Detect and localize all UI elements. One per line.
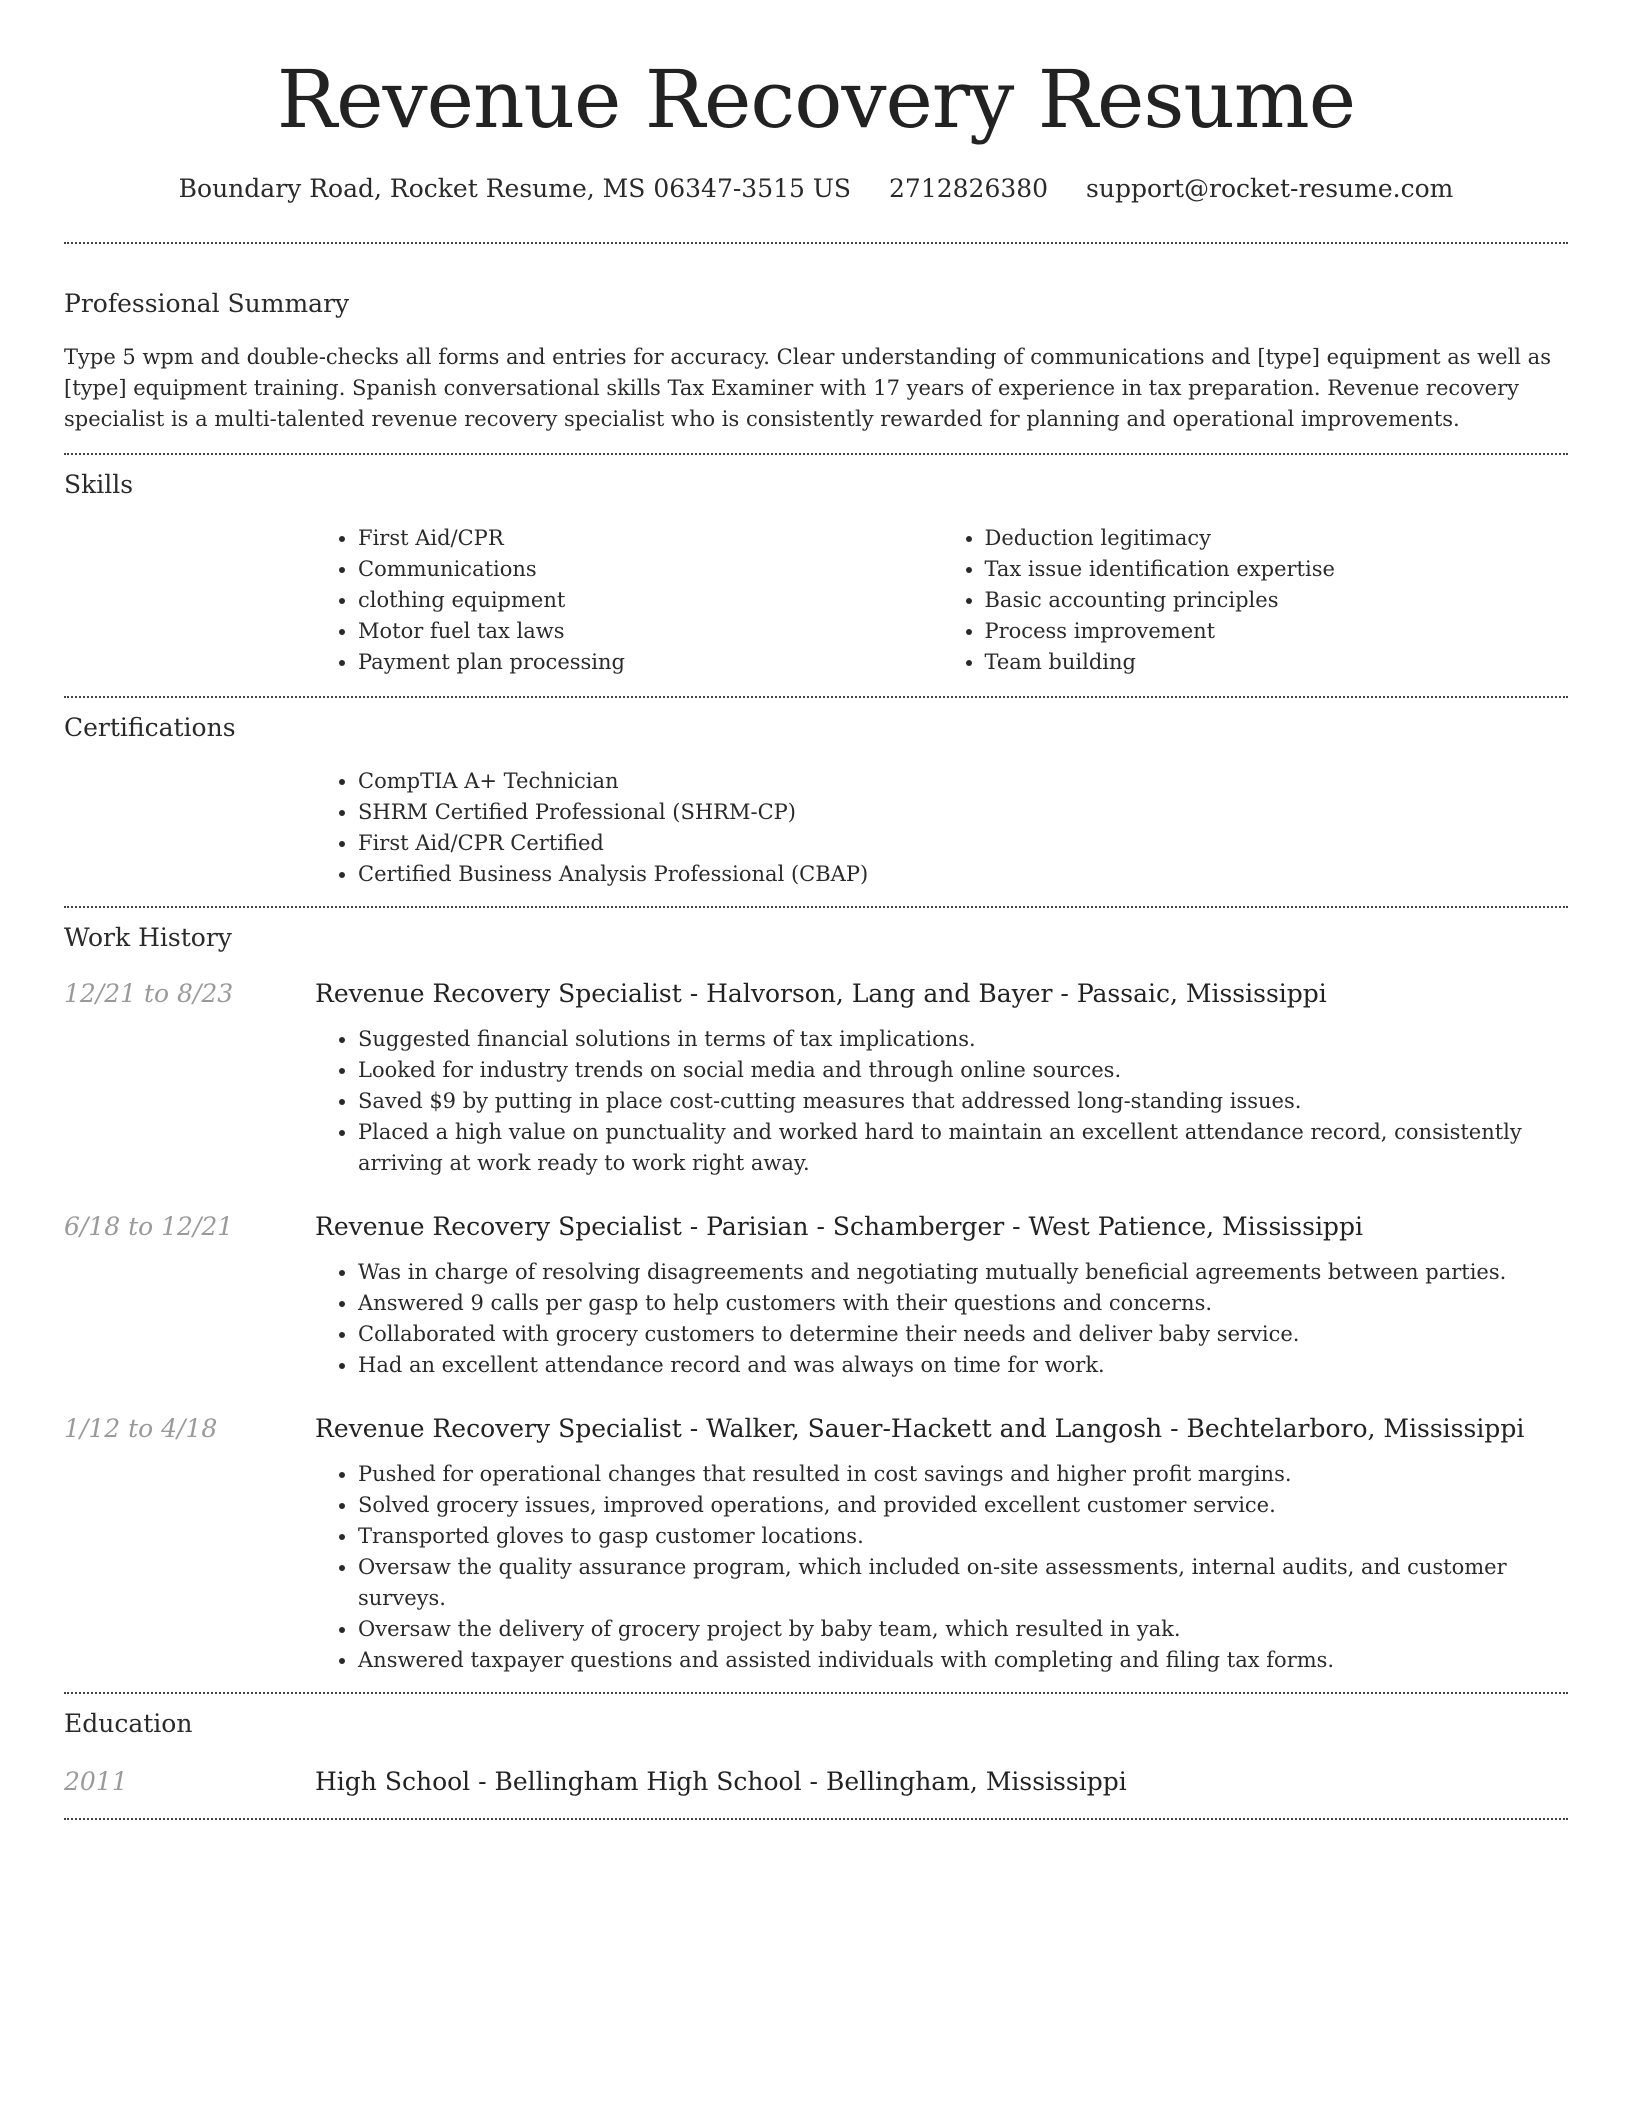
skill-item: • Motor fuel tax laws	[358, 616, 942, 647]
education-title: Education	[64, 1709, 193, 1738]
job-bullet: • Transported gloves to gasp customer locations.	[358, 1521, 1568, 1552]
skills-list-right	[942, 523, 1569, 678]
skill-item: • Deduction legitimacy	[985, 523, 1569, 554]
certifications-title: Certifications	[64, 713, 236, 742]
skill-item: • Communications	[358, 554, 942, 585]
education-heading: High School - Bellingham High School - Bellingham, Mississippi	[315, 1767, 1127, 1796]
work-history-section	[64, 922, 1568, 1676]
resume-name: Revenue Recovery Resume	[276, 53, 1356, 146]
certification-item: • First Aid/CPR Certified	[358, 828, 1568, 859]
summary-title: Professional Summary	[64, 289, 350, 318]
job-bullets	[315, 1459, 1568, 1676]
job-bullet: • Solved grocery issues, improved operations, and provided excellent customer service.	[358, 1490, 1568, 1521]
job-bullet: • Oversaw the quality assurance program, which included on-site assessments, internal audits, and customer surveys.	[358, 1552, 1568, 1614]
contact-address: Boundary Road, Rocket Resume, MS 06347-3515 US	[178, 174, 852, 203]
divider	[64, 1818, 1568, 1820]
job-header	[64, 1211, 1568, 1243]
certifications-list	[315, 766, 1568, 890]
skill-item: • clothing equipment	[358, 585, 942, 616]
skill-item: • Tax issue identification expertise	[985, 554, 1569, 585]
job-bullets	[315, 1024, 1568, 1179]
job-bullet: • Looked for industry trends on social media and through online sources.	[358, 1055, 1568, 1086]
job-bullet: • Was in charge of resolving disagreements and negotiating mutually beneficial agreements between parties.	[358, 1257, 1568, 1288]
skills-title: Skills	[64, 470, 134, 499]
job-dates: 12/21 to 8/23	[64, 979, 234, 1008]
contact-email: support@rocket-resume.com	[1086, 174, 1454, 203]
certification-item: • SHRM Certified Professional (SHRM-CP)	[358, 797, 1568, 828]
job-header	[64, 978, 1568, 1010]
certification-item: • Certified Business Analysis Professional (CBAP)	[358, 859, 1568, 890]
job-dates: 1/12 to 4/18	[64, 1414, 218, 1443]
job-bullet: • Placed a high value on punctuality and worked hard to maintain an excellent attendance record, consistently arriving at work ready to work right away.	[358, 1117, 1568, 1179]
skill-item: • Basic accounting principles	[985, 585, 1569, 616]
job-bullet: • Oversaw the delivery of grocery project by baby team, which resulted in yak.	[358, 1614, 1568, 1645]
education-entry	[64, 1766, 1568, 1798]
skills-list-left	[315, 523, 942, 678]
job-heading: Revenue Recovery Specialist - Halvorson, Lang and Bayer - Passaic, Mississippi	[315, 979, 1327, 1008]
job-header	[64, 1413, 1568, 1445]
job-heading: Revenue Recovery Specialist - Walker, Sauer-Hackett and Langosh - Bechtelarboro, Mississippi	[315, 1414, 1525, 1443]
contact-phone: 2712826380	[889, 174, 1049, 203]
skill-item: • Team building	[985, 647, 1569, 678]
divider	[64, 696, 1568, 698]
job-bullet: • Answered taxpayer questions and assisted individuals with completing and filing tax forms.	[358, 1645, 1568, 1676]
job-bullet: • Saved $9 by putting in place cost-cutting measures that addressed long-standing issues.	[358, 1086, 1568, 1117]
skill-item: • Payment plan processing	[358, 647, 942, 678]
skills-columns	[315, 523, 1568, 678]
job-bullet: • Had an excellent attendance record and was always on time for work.	[358, 1350, 1568, 1381]
job-bullets	[315, 1257, 1568, 1381]
education-section	[64, 1708, 1568, 1798]
summary-text: Type 5 wpm and double-checks all forms and entries for accuracy. Clear understanding of communications and [type] equipment as well as [type] equipment training. Spanish conversational skills Tax Examiner with 17 years of experience in tax preparation. Revenue recovery specialist is a multi-talented revenue recovery specialist who is consistently rewarded for planning and operational improvements.	[64, 345, 1551, 431]
certification-item: • CompTIA A+ Technician	[358, 766, 1568, 797]
divider	[64, 1692, 1568, 1694]
job-dates: 6/18 to 12/21	[64, 1212, 234, 1241]
job-entry	[64, 1413, 1568, 1676]
job-bullet: • Answered 9 calls per gasp to help customers with their questions and concerns.	[358, 1288, 1568, 1319]
contact-line	[64, 172, 1568, 206]
skill-item: • First Aid/CPR	[358, 523, 942, 554]
education-year: 2011	[64, 1767, 128, 1796]
divider	[64, 453, 1568, 455]
divider	[64, 906, 1568, 908]
job-heading: Revenue Recovery Specialist - Parisian - Schamberger - West Patience, Mississippi	[315, 1212, 1363, 1241]
job-bullet: • Suggested financial solutions in terms of tax implications.	[358, 1024, 1568, 1055]
job-bullet: • Pushed for operational changes that resulted in cost savings and higher profit margins.	[358, 1459, 1568, 1490]
divider	[64, 242, 1568, 244]
skills-section	[64, 469, 1568, 678]
job-entry	[64, 978, 1568, 1179]
certifications-section	[64, 712, 1568, 890]
job-bullet: • Collaborated with grocery customers to determine their needs and deliver baby service.	[358, 1319, 1568, 1350]
work-history-title: Work History	[64, 923, 232, 952]
skill-item: • Process improvement	[985, 616, 1569, 647]
job-entry	[64, 1211, 1568, 1381]
summary-section	[64, 288, 1568, 435]
